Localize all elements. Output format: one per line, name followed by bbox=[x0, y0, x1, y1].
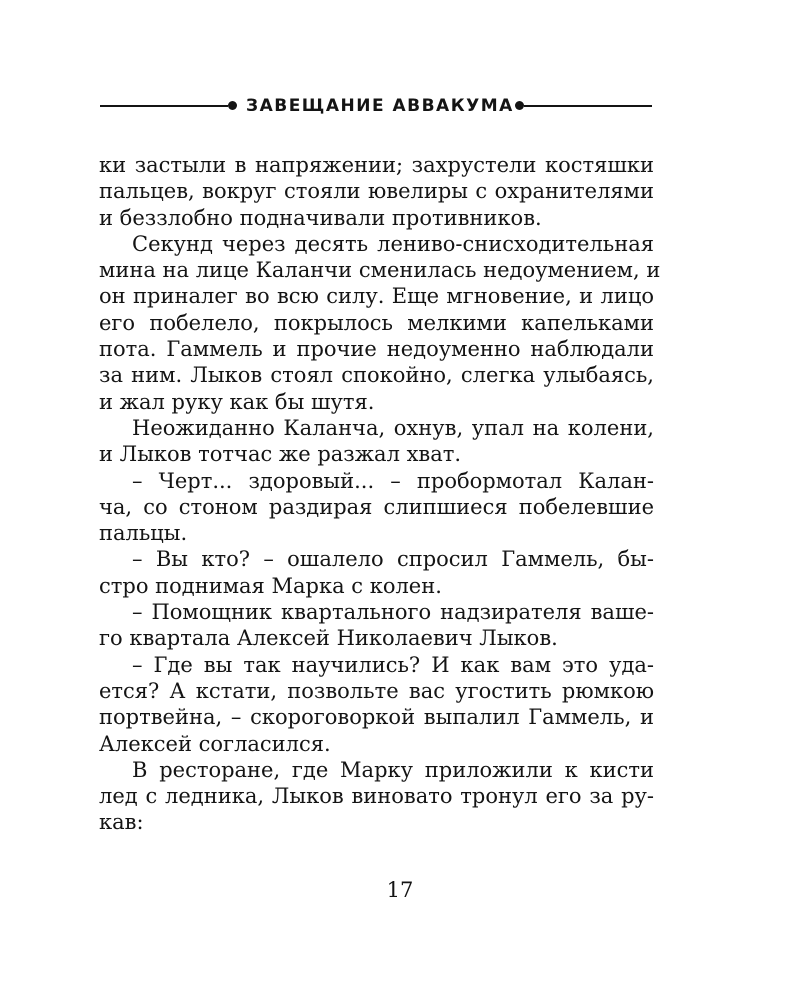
text-line: мина на лице Каланчи сменилась недоумением, и bbox=[99, 258, 661, 283]
text-line: – Черт... здоровый... – пробормотал Калан- bbox=[132, 468, 654, 493]
bullet-dot-icon bbox=[228, 101, 237, 110]
bullet-dot-icon bbox=[515, 101, 524, 110]
text-line: ется? А кстати, позвольте вас угостить рюмкою bbox=[99, 678, 654, 703]
text-line: ча, со стоном раздирая слипшиеся побелевшие bbox=[99, 494, 654, 519]
text-line: Алексей согласился. bbox=[99, 731, 331, 756]
text-line: – Где вы так научились? И как вам это уда- bbox=[132, 652, 654, 677]
text-line: – Помощник квартального надзирателя ваше- bbox=[132, 600, 654, 625]
page-number: 17 bbox=[386, 878, 414, 902]
text-line: и жал руку как бы шутя. bbox=[99, 389, 375, 414]
header-rule-left bbox=[100, 105, 228, 107]
text-line: за ним. Лыков стоял спокойно, слегка улыбаясь, bbox=[99, 363, 654, 388]
running-header bbox=[100, 95, 652, 117]
text-line: – Вы кто? – ошалело спросил Гаммель, бы- bbox=[132, 547, 654, 572]
text-line: ки застыли в напряжении; захрустели костяшки bbox=[99, 153, 654, 177]
running-title: ЗАВЕЩАНИЕ АВВАКУМА bbox=[246, 96, 514, 116]
text-line: и беззлобно подначивали противников. bbox=[99, 205, 542, 230]
text-line: го квартала Алексей Николаевич Лыков. bbox=[99, 626, 558, 651]
text-line: и Лыков тотчас же разжал хват. bbox=[99, 442, 462, 467]
text-line: Секунд через десять лениво-снисходительная bbox=[132, 231, 654, 256]
text-line: кав: bbox=[99, 810, 144, 835]
text-line: лед с ледника, Лыков виновато тронул его за ру- bbox=[99, 784, 654, 809]
text-line: его побелело, покрылось мелкими капельками bbox=[99, 310, 654, 335]
body-text bbox=[99, 152, 661, 836]
text-line: пальцы. bbox=[99, 521, 188, 546]
text-line: он приналег во всю силу. Еще мгновение, и лицо bbox=[99, 284, 654, 309]
text-line: пальцев, вокруг стояли ювелиры с охранителями bbox=[99, 179, 654, 204]
text-line: В ресторане, где Марку приложили к кисти bbox=[132, 757, 654, 782]
header-rule-right bbox=[524, 105, 652, 107]
text-line: пота. Гаммель и прочие недоуменно наблюдали bbox=[99, 337, 654, 362]
text-line: стро поднимая Марка с колен. bbox=[99, 573, 442, 598]
text-line: Неожиданно Каланча, охнув, упал на колени, bbox=[132, 415, 654, 440]
text-line: портвейна, – скороговоркой выпалил Гаммель, и bbox=[99, 705, 654, 730]
